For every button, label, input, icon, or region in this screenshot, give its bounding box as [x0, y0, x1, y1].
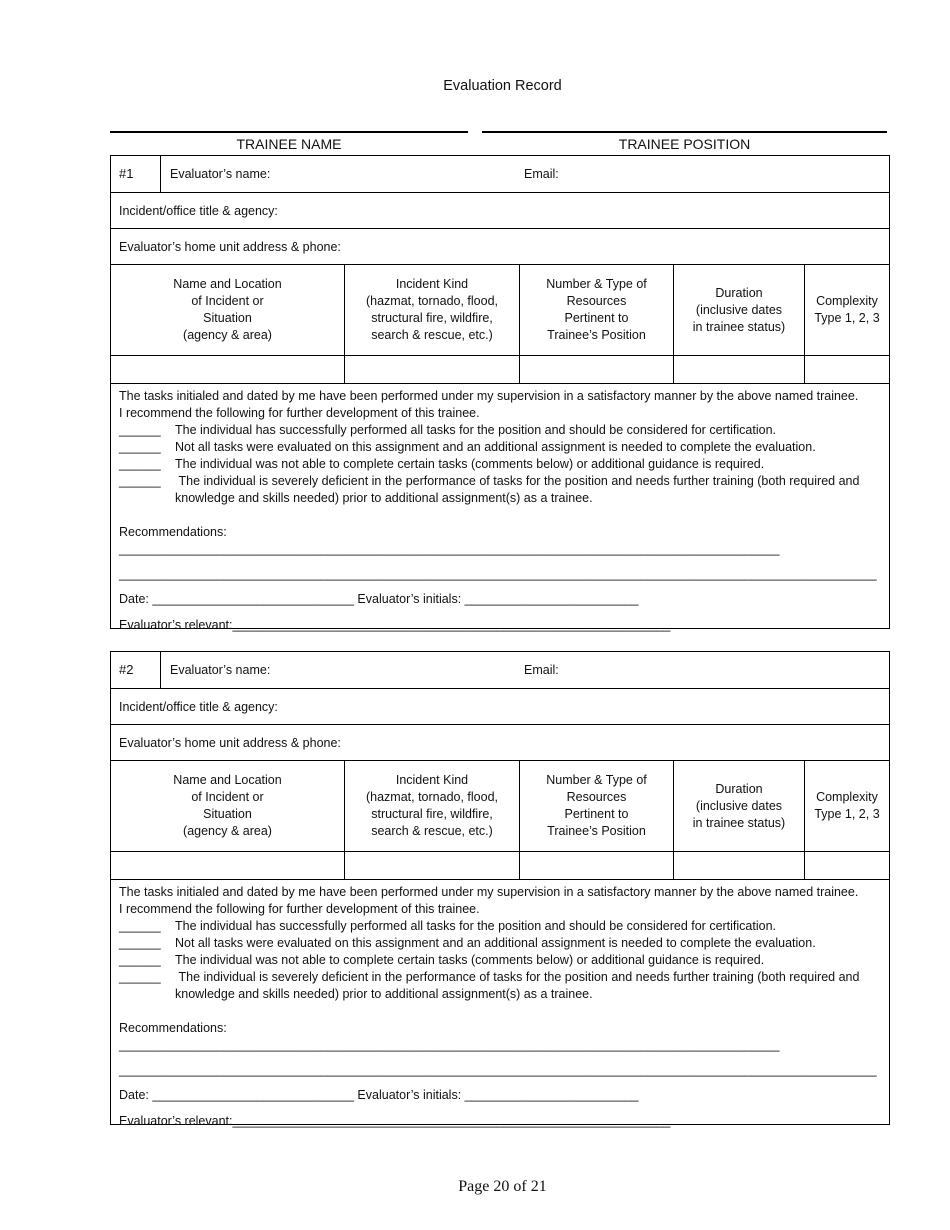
incident-table-row	[111, 356, 889, 384]
option-additional-guidance	[119, 456, 881, 473]
checkbox-blank[interactable]: ______	[119, 919, 161, 933]
checkbox-blank[interactable]: ______	[119, 440, 161, 454]
recommendations-line[interactable]: Recommendations: _______________________________________________________________________________________________	[119, 525, 780, 556]
option-text: The individual is severely deficient in the performance of tasks for the position and needs further training (both required and knowledge and skills needed) prior to additional assignment(s) as a trainee.	[175, 474, 863, 505]
statement-line: The tasks initialed and dated by me have been performed under my supervision in a satisfactory manner by the above named trainee.	[119, 885, 859, 899]
col-incident-kind: Incident Kind (hazmat, tornado, flood, structural fire, wildfire, search & rescue, etc.)	[345, 265, 520, 355]
trainee-name-label: TRAINEE NAME	[236, 136, 342, 152]
evaluator-name-field[interactable]: Evaluator’s name:	[170, 167, 271, 181]
col-complexity: Complexity Type 1, 2, 3	[814, 790, 880, 821]
recommendations-line-2[interactable]: _____________________________________________________________________________________________________________	[119, 1063, 877, 1077]
option-additional-assignment	[119, 935, 881, 952]
col-resources: Number & Type of Resources Pertinent to Trainee’s Position	[520, 761, 674, 851]
evaluator-relevant-line[interactable]: Evaluator’s relevant:_______________________________________________________________	[119, 1114, 671, 1128]
evaluation-body	[111, 880, 889, 1136]
trainee-name-line[interactable]	[110, 131, 468, 133]
evaluation-block-2	[110, 651, 890, 1128]
name-location-input[interactable]	[111, 356, 345, 383]
trainee-position-line[interactable]	[482, 131, 887, 133]
recommendations-line-2[interactable]: _____________________________________________________________________________________________________________	[119, 567, 877, 581]
date-initials-line[interactable]: Date: _____________________________ Evaluator’s initials: _________________________	[119, 592, 639, 606]
incident-title-field[interactable]: Incident/office title & agency:	[111, 193, 889, 229]
evaluation-block-1	[110, 155, 890, 632]
incident-title-field[interactable]: Incident/office title & agency:	[111, 689, 889, 725]
col-incident-kind: Incident Kind (hazmat, tornado, flood, structural fire, wildfire, search & rescue, etc.)	[345, 761, 520, 851]
duration-input[interactable]	[674, 852, 805, 879]
home-unit-field[interactable]: Evaluator’s home unit address & phone:	[111, 725, 889, 761]
option-additional-assignment	[119, 439, 881, 456]
checkbox-blank[interactable]: ______	[119, 474, 161, 488]
incident-kind-input[interactable]	[345, 852, 520, 879]
block-number: #2	[111, 652, 161, 688]
evaluation-body	[111, 384, 889, 640]
checkbox-blank[interactable]: ______	[119, 423, 161, 437]
page-title: Evaluation Record	[443, 78, 562, 94]
email-field[interactable]: Email:	[524, 663, 559, 677]
evaluator-relevant-line[interactable]: Evaluator’s relevant:_______________________________________________________________	[119, 618, 671, 632]
evaluator-name-field[interactable]: Evaluator’s name:	[170, 663, 271, 677]
col-complexity: Complexity Type 1, 2, 3	[814, 294, 880, 325]
incident-kind-input[interactable]	[345, 356, 520, 383]
option-text: The individual has successfully performed all tasks for the position and should be considered for certification.	[175, 423, 777, 437]
incident-table-row	[111, 852, 889, 880]
option-text: The individual was not able to complete certain tasks (comments below) or additional guidance is required.	[175, 457, 765, 471]
option-deficient	[119, 969, 881, 1003]
checkbox-blank[interactable]: ______	[119, 970, 161, 984]
home-unit-field[interactable]: Evaluator’s home unit address & phone:	[111, 229, 889, 265]
option-deficient	[119, 473, 881, 507]
resources-input[interactable]	[520, 852, 674, 879]
option-text: The individual was not able to complete certain tasks (comments below) or additional guidance is required.	[175, 953, 765, 967]
col-duration: Duration (inclusive dates in trainee status)	[674, 761, 805, 851]
checkbox-blank[interactable]: ______	[119, 936, 161, 950]
col-duration: Duration (inclusive dates in trainee status)	[674, 265, 805, 355]
option-certification	[119, 422, 881, 439]
col-name-location: Name and Location of Incident or Situation (agency & area)	[111, 265, 345, 355]
complexity-input[interactable]	[805, 852, 889, 879]
page-number: Page 20 of 21	[458, 1178, 547, 1195]
option-text: The individual has successfully performed all tasks for the position and should be considered for certification.	[175, 919, 777, 933]
option-text: Not all tasks were evaluated on this assignment and an additional assignment is needed to complete the evaluation.	[175, 440, 816, 454]
option-text: The individual is severely deficient in the performance of tasks for the position and needs further training (both required and knowledge and skills needed) prior to additional assignment(s) as a trainee.	[175, 970, 863, 1001]
email-field[interactable]: Email:	[524, 167, 559, 181]
date-initials-line[interactable]: Date: _____________________________ Evaluator’s initials: _________________________	[119, 1088, 639, 1102]
col-name-location: Name and Location of Incident or Situation (agency & area)	[111, 761, 345, 851]
statement-line: I recommend the following for further development of this trainee.	[119, 902, 480, 916]
trainee-position-label: TRAINEE POSITION	[618, 136, 751, 152]
option-certification	[119, 918, 881, 935]
complexity-input[interactable]	[805, 356, 889, 383]
option-text: Not all tasks were evaluated on this assignment and an additional assignment is needed to complete the evaluation.	[175, 936, 816, 950]
incident-table-header	[111, 265, 889, 356]
col-resources: Number & Type of Resources Pertinent to Trainee’s Position	[520, 265, 674, 355]
name-location-input[interactable]	[111, 852, 345, 879]
resources-input[interactable]	[520, 356, 674, 383]
recommendations-line[interactable]: Recommendations: _______________________________________________________________________________________________	[119, 1021, 780, 1052]
block-number: #1	[111, 156, 161, 192]
checkbox-blank[interactable]: ______	[119, 953, 161, 967]
statement-line: The tasks initialed and dated by me have been performed under my supervision in a satisfactory manner by the above named trainee.	[119, 389, 859, 403]
statement-line: I recommend the following for further development of this trainee.	[119, 406, 480, 420]
duration-input[interactable]	[674, 356, 805, 383]
incident-table-header	[111, 761, 889, 852]
option-additional-guidance	[119, 952, 881, 969]
checkbox-blank[interactable]: ______	[119, 457, 161, 471]
